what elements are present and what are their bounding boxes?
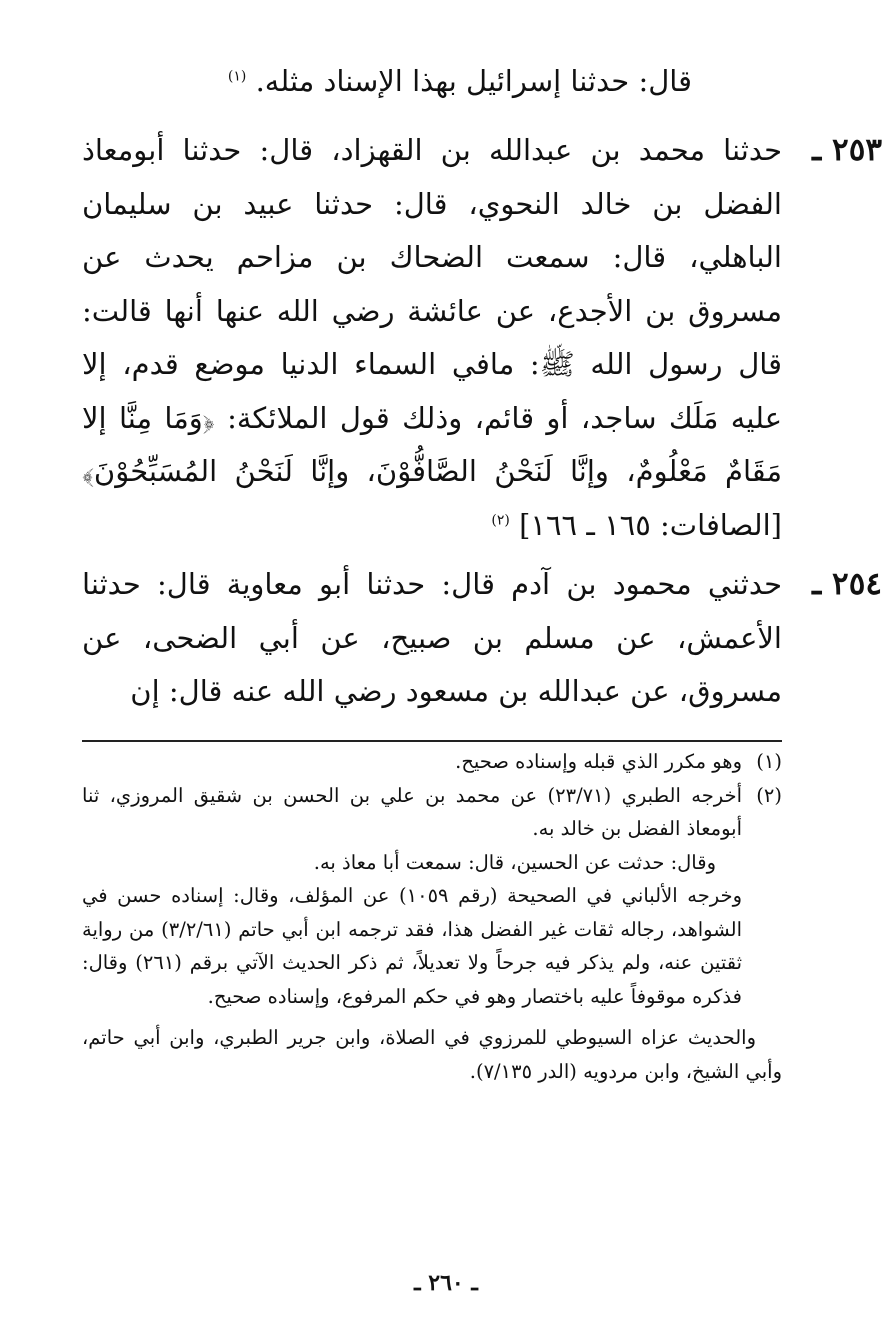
footnote-text: وهو مكرر الذي قبله وإسناده صحيح. (455, 750, 742, 773)
hadith-254 (82, 558, 882, 719)
hadith-text: حدثني محمود بن آدم قال: حدثنا أبو معاوية قال: حدثنا الأعمش، عن مسلم بن صبيح، عن أبي الضحى، عن مسروق، عن عبدالله بن مسعود رضي الله عنه قال: إن (82, 567, 782, 708)
hadith-253 (82, 124, 882, 552)
footnote-paragraph: وقال: حدثت عن الحسين، قال: سمعت أبا معاذ به. (313, 850, 716, 874)
page-number: ـ ٢٦٠ ـ (414, 1270, 478, 1296)
hadith-text: حدثنا محمد بن عبدالله بن القهزاد، قال: حدثنا أبومعاذ الفضل بن خالد النحوي، قال: حدثنا عبيد بن سليمان الباهلي، قال: سمعت الضحاك بن مزاحم يحدث عن مسروق بن الأجدع، عن عائشة رضي الله عنها أنها قالت: قال رسول الله ﷺ: مافي السماء الدنيا موضع قدم، إلا عليه مَلَك ساجد، أو قائم، وذلك قول الملائكة: ﴿وَمَا مِنَّا إلا مَقَامٌ مَعْلُومٌ، وإنَّا لَنَحْنُ الصَّافُّوْنَ، وإنَّا لَنَحْنُ المُسَبِّحُوْنَ﴾ [الصافات: ١٦٥ ـ ١٦٦] (82, 133, 782, 542)
footnote-number: (١) (756, 750, 782, 773)
footnote-paragraph: وخرجه الألباني في الصحيحة (رقم ١٠٥٩) عن المؤلف، وقال: إسناده حسن في الشواهد، رجاله ثقات غير الفضل هذا، فقد ترجمه ابن أبي حاتم (٣/٢/٦١) من رواية ثقتين عنه، ولم يذكر فيه جرحاً ولا تعديلاً، ثم ذكر الحديث الآتي برقم (٢٦١) وقال: فذكره موقوفاً عليه باختصار وهو في حكم المرفوع، وإسناده صحيح. (82, 884, 742, 1008)
intro-text: قال: حدثنا إسرائيل بهذا الإسناد مثله. (255, 64, 692, 98)
footnote-ref-1: (١) (227, 68, 247, 85)
footnote-paragraph: أخرجه الطبري (٢٣/٧١) عن محمد بن علي بن الحسن بن شقيق المروزي، ثنا أبومعاذ الفضل بن خالد به. (82, 783, 742, 840)
intro-line (52, 56, 692, 106)
footnotes (82, 745, 782, 1088)
hadith-number: ٢٥٤ ـ (812, 566, 882, 602)
hadith-number: ٢٥٣ ـ (812, 132, 882, 168)
footnote-2 (82, 779, 782, 1014)
footnote-1 (82, 745, 782, 779)
footnote-ref-2: (٢) (491, 511, 510, 528)
footnote-number: (٢) (756, 783, 782, 807)
footnote-paragraph: والحديث عزاه السيوطي للمرزوي في الصلاة، وابن جرير الطبري، وابن أبي حاتم، وأبي الشيخ، وابن مردويه (الدر ٧/١٣٥). (82, 1026, 782, 1083)
footnote-divider (82, 740, 782, 742)
